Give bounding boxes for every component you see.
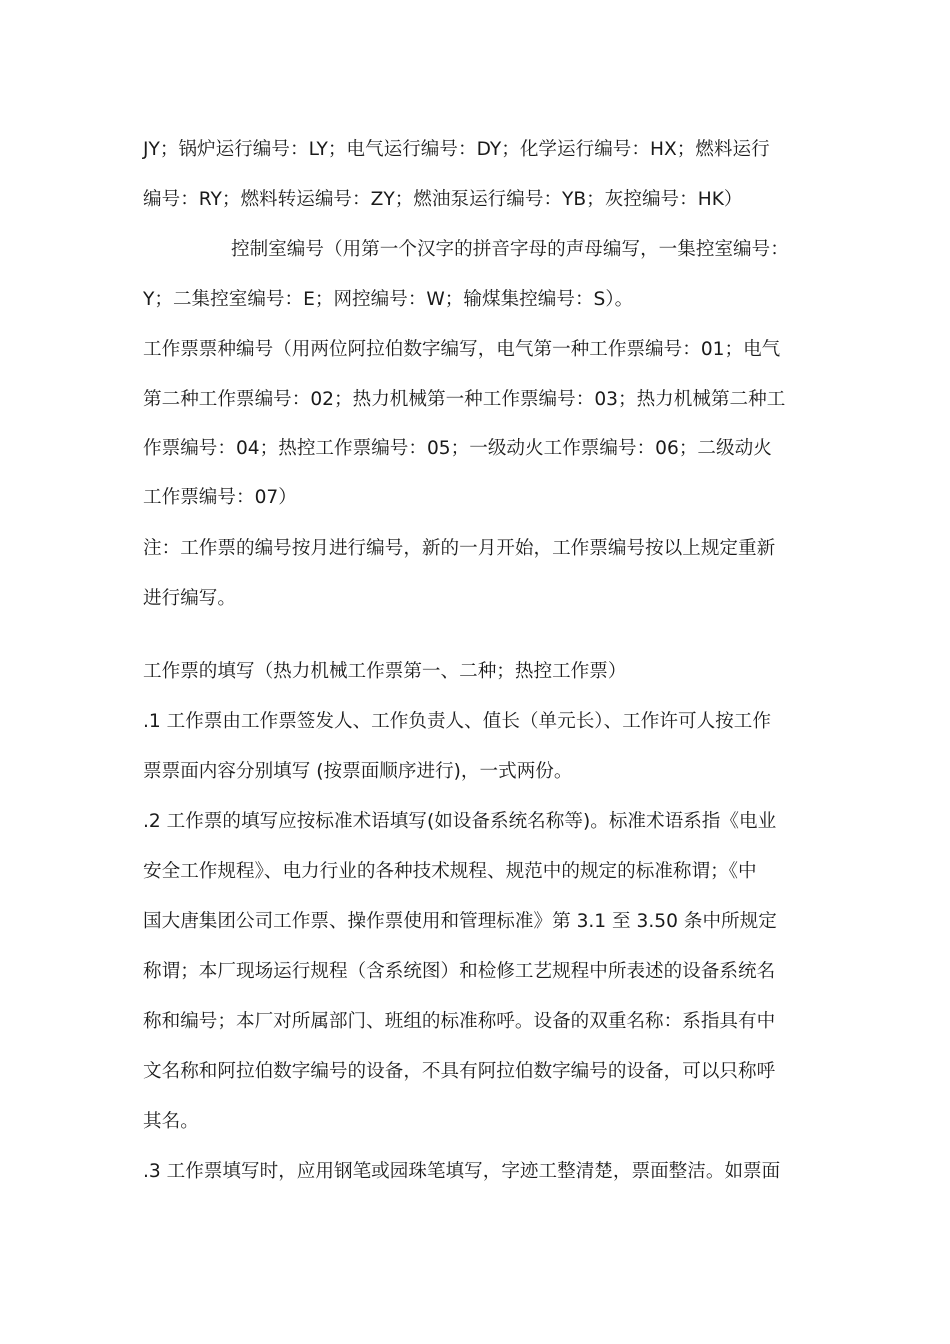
text-line: 编号：RY；燃料转运编号：ZY；燃油泵运行编号：YB；灰控编号：HK） [143, 189, 743, 210]
text-line: 票票面内容分别填写 (按票面顺序进行)，一式两份。 [143, 761, 573, 782]
text-line: 控制室编号（用第一个汉字的拼音字母的声母编写，一集控室编号： [231, 239, 789, 260]
text-line: JY；锅炉运行编号：LY；电气运行编号：DY；化学运行编号：HX；燃料运行 [143, 139, 770, 160]
text-line: Y；二集控室编号：E；网控编号：W；输煤集控编号：S）。 [143, 289, 634, 310]
section-heading: 工作票的填写（热力机械工作票第一、二种；热控工作票） [143, 661, 627, 682]
text-line: 其名。 [143, 1111, 199, 1132]
text-line: .2 工作票的填写应按标准术语填写(如设备系统名称等)。标准术语系指《电业 [143, 811, 777, 832]
text-line: 称和编号；本厂对所属部门、班组的标准称呼。设备的双重名称：系指具有中 [143, 1011, 776, 1032]
text-line: 国大唐集团公司工作票、操作票使用和管理标准》第 3.1 至 3.50 条中所规定 [143, 911, 777, 932]
text-line: .3 工作票填写时，应用钢笔或园珠笔填写，字迹工整清楚，票面整洁。如票面 [143, 1161, 781, 1182]
text-line: 作票编号：04；热控工作票编号：05；一级动火工作票编号：06；二级动火 [143, 438, 772, 459]
text-line: 注：工作票的编号按月进行编号，新的一月开始，工作票编号按以上规定重新 [143, 538, 776, 559]
text-line: 工作票票种编号（用两位阿拉伯数字编写，电气第一种工作票编号：01；电气 [143, 339, 781, 360]
text-line: 文名称和阿拉伯数字编号的设备，不具有阿拉伯数字编号的设备，可以只称呼 [143, 1061, 776, 1082]
text-line: 进行编写。 [143, 588, 236, 609]
text-line: 安全工作规程》、电力行业的各种技术规程、规范中的规定的标准称谓；《中 [143, 861, 757, 882]
text-line: .1 工作票由工作票签发人、工作负责人、值长（单元长）、工作许可人按工作 [143, 711, 771, 732]
text-line: 第二种工作票编号：02；热力机械第一种工作票编号：03；热力机械第二种工 [143, 389, 786, 410]
text-line: 称谓；本厂现场运行规程（含系统图）和检修工艺规程中所表述的设备系统名 [143, 961, 776, 982]
text-line: 工作票编号：07） [143, 487, 297, 508]
